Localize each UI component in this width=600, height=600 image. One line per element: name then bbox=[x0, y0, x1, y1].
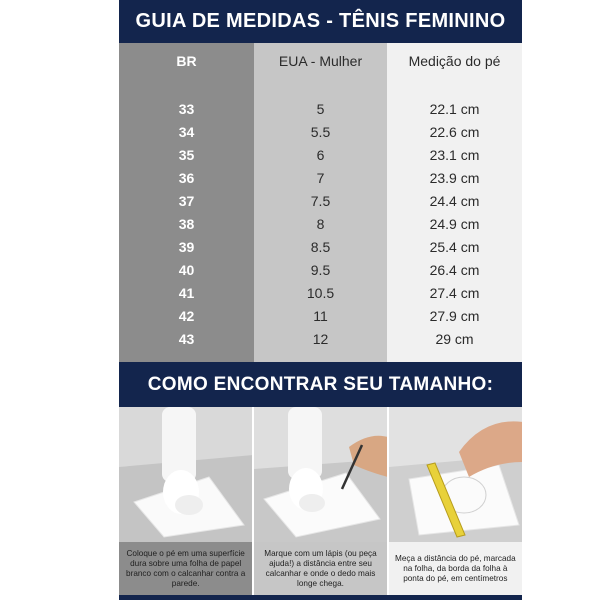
cm-cell: 22.6 cm bbox=[429, 124, 480, 140]
us-values bbox=[254, 98, 387, 351]
us-cell: 7.5 bbox=[310, 193, 331, 209]
step1-caption: Coloque o pé em uma superfície dura sobre uma folha de papel branco com o calcanhar contra a parede. bbox=[119, 542, 252, 595]
how-to-title: COMO ENCONTRAR SEU TAMANHO: bbox=[119, 362, 522, 407]
cm-cell: 24.9 cm bbox=[429, 216, 480, 232]
us-cell: 12 bbox=[312, 331, 329, 347]
br-cell: 36 bbox=[178, 170, 195, 186]
us-cell: 5 bbox=[316, 101, 325, 117]
br-cell: 35 bbox=[178, 147, 195, 163]
size-table bbox=[119, 43, 522, 362]
br-column bbox=[119, 43, 254, 362]
cm-cell: 27.4 cm bbox=[429, 285, 480, 301]
br-cell: 40 bbox=[178, 262, 195, 278]
page-title: GUIA DE MEDIDAS - TÊNIS FEMININO bbox=[119, 0, 522, 43]
step1-photo bbox=[119, 407, 252, 542]
br-cell: 39 bbox=[178, 239, 195, 255]
cm-values bbox=[387, 98, 522, 351]
cm-cell: 29 cm bbox=[435, 331, 474, 347]
cm-header: Medição do pé bbox=[408, 53, 501, 69]
cm-cell: 25.4 cm bbox=[429, 239, 480, 255]
bottom-bar bbox=[119, 595, 522, 600]
us-cell: 8 bbox=[316, 216, 325, 232]
step3-photo bbox=[389, 407, 522, 542]
step3-caption: Meça a distância do pé, marcada na folha, da borda da folha à ponta do pé, em centímetros bbox=[389, 542, 522, 595]
us-header: EUA - Mulher bbox=[278, 53, 363, 69]
cm-cell: 26.4 cm bbox=[429, 262, 480, 278]
br-cell: 42 bbox=[178, 308, 195, 324]
instruction-photos bbox=[119, 407, 522, 542]
cm-cell: 23.1 cm bbox=[429, 147, 480, 163]
cm-cell: 24.4 cm bbox=[429, 193, 480, 209]
br-cell: 34 bbox=[178, 124, 195, 140]
us-cell: 5.5 bbox=[310, 124, 331, 140]
br-cell: 38 bbox=[178, 216, 195, 232]
br-cell: 43 bbox=[178, 331, 195, 347]
instruction-captions bbox=[119, 542, 522, 595]
us-column bbox=[254, 43, 387, 362]
step2-photo bbox=[254, 407, 387, 542]
us-cell: 11 bbox=[313, 308, 328, 324]
br-values bbox=[119, 98, 254, 351]
us-cell: 8.5 bbox=[310, 239, 331, 255]
cm-cell: 23.9 cm bbox=[429, 170, 480, 186]
cm-cell: 22.1 cm bbox=[429, 101, 480, 117]
us-cell: 7 bbox=[316, 170, 325, 186]
us-cell: 9.5 bbox=[310, 262, 331, 278]
br-cell: 41 bbox=[178, 285, 195, 301]
cm-column bbox=[387, 43, 522, 362]
us-cell: 10.5 bbox=[306, 285, 335, 301]
br-cell: 37 bbox=[178, 193, 195, 209]
us-cell: 6 bbox=[316, 147, 325, 163]
br-cell: 33 bbox=[178, 101, 195, 117]
br-header: BR bbox=[176, 53, 197, 69]
cm-cell: 27.9 cm bbox=[429, 308, 480, 324]
step2-caption: Marque com um lápis (ou peça ajuda!) a distância entre seu calcanhar e onde o dedo mais longe chega. bbox=[254, 542, 387, 595]
